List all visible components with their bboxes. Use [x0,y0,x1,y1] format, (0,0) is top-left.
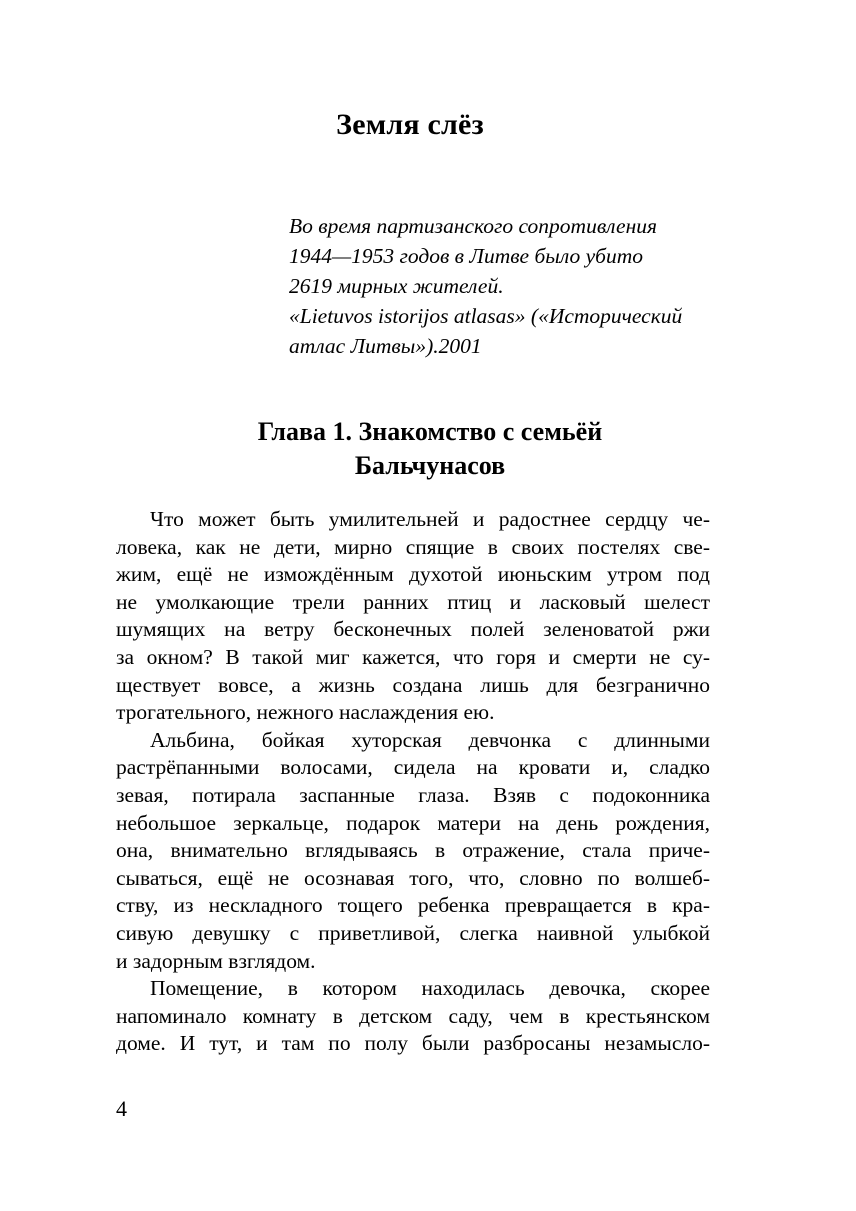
text-line: Помещение, в котором находилась девочка, скорее [150,976,710,1001]
text-line: трогательного, нежного наслаждения ею. [116,700,495,725]
text-line: и задорным взглядом. [116,948,316,973]
text-line: ловека, как не дети, мирно спящие в своих постелях све- [116,534,710,559]
text-line: жим, ещё не измождённым духотой июньским утром под [116,562,710,587]
body-text [116,506,710,1058]
text-line: Что может быть умилительней и радостнее сердцу че- [150,507,710,531]
text-line: доме. И тут, и там по полу были разбросаны незамысло- [116,1031,710,1056]
text-line: Альбина, бойкая хуторская девчонка с длинными [150,727,710,752]
epigraph-source: «Lietuvos istorijos atlasas» («Исторический [289,304,683,328]
epigraph-line: 2619 мирных жителей. [289,274,504,298]
text-line: сивую девушку с приветливой, слегка наивной улыбкой [116,920,710,945]
chapter-title-line: Бальчунасов [354,451,506,480]
epigraph [289,211,719,361]
text-line: напоминало комнату в детском саду, чем в крестьянском [116,1003,710,1028]
text-line: зевая, потирала заспанные глаза. Взяв с подоконника [116,782,710,807]
text-line: небольшое зеркальце, подарок матери на день рождения, [116,810,710,835]
paragraph [116,727,710,975]
chapter-title [180,415,680,483]
text-line: она, внимательно вглядываясь в отражение, стала приче- [116,838,710,863]
epigraph-line: 1944—1953 годов в Литве было убито [289,244,643,268]
text-line: сываться, ещё не осознавая того, что, словно по волшеб- [116,865,710,890]
paragraph [116,975,710,1058]
text-line: растрёпанными волосами, сидела на кровати и, сладко [116,755,710,780]
text-line: за окном? В такой миг кажется, что горя и смерти не су- [116,644,710,669]
epigraph-source: атлас Литвы»).2001 [289,334,482,358]
epigraph-line: Во время партизанского сопротивления [289,214,658,238]
chapter-title-line: Глава 1. Знакомство с семьёй [257,417,603,446]
text-line: ству, из нескладного тощего ребенка превращается в кра- [116,893,710,918]
text-line: ществует вовсе, а жизнь создана лишь для безгранично [116,672,710,697]
text-line: не умолкающие трели ранних птиц и ласковый шелест [116,589,710,614]
book-title: Земля слёз [336,108,484,141]
page-number: 4 [116,1096,127,1121]
paragraph [116,506,710,727]
text-line: шумящих на ветру бесконечных полей зеленоватой ржи [116,617,710,642]
